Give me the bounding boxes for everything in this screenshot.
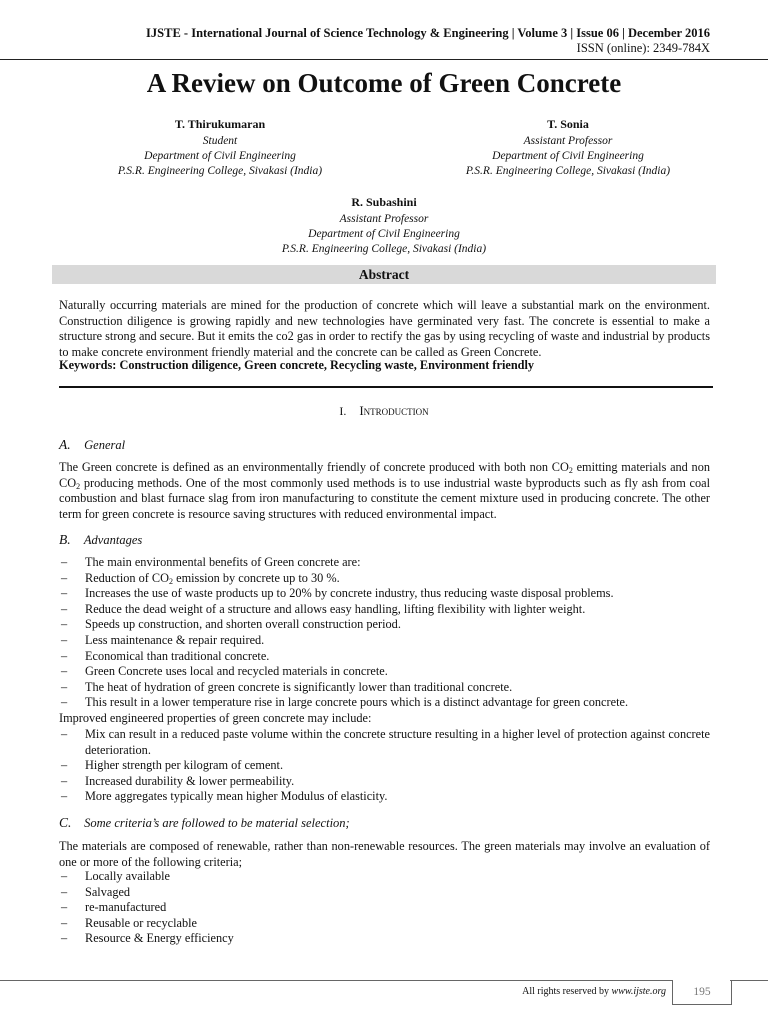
keywords: Keywords: Construction diligence, Green concrete, Recycling waste, Environment friendly (59, 358, 535, 372)
subsection-title: Advantages (83, 533, 143, 547)
text-run: emitting materials and non CO (59, 460, 710, 490)
dash-marker: – (61, 586, 68, 601)
section-divider (59, 386, 713, 388)
dash-marker: – (61, 679, 68, 694)
list-item (59, 869, 710, 885)
footer-rights (470, 986, 666, 997)
subsection-heading-advantages (59, 532, 142, 548)
subsection-heading-general (59, 437, 125, 453)
list-item (59, 664, 710, 680)
text-run: The Green concrete is defined as an environmentally friendly of concrete produced with both non CO (59, 460, 569, 474)
author-block (418, 117, 718, 179)
list-item (59, 727, 710, 758)
section-title: Introduction (359, 403, 429, 418)
dash-marker: – (61, 555, 68, 569)
author-department: Department of Civil Engineering (308, 228, 460, 240)
dash-marker: – (61, 773, 68, 788)
list-item-text: Green Concrete uses local and recycled materials in concrete. (85, 664, 388, 679)
text-run: emission by concrete up to 30 %. (173, 570, 340, 585)
author-role: Assistant Professor (339, 213, 429, 225)
list-item (59, 789, 710, 805)
list-item (59, 633, 710, 649)
improved-properties-lead: Improved engineered properties of green concrete may include: (59, 711, 372, 725)
author-role: Student (202, 135, 238, 147)
list-item (59, 931, 710, 947)
list-item-text: Salvaged (85, 884, 131, 899)
author-name: R. Subashini (351, 195, 417, 209)
subscript: 2 (169, 576, 174, 586)
page-number: 195 (672, 980, 732, 1005)
author-block (70, 117, 370, 179)
list-item-text: The heat of hydration of green concrete is significantly lower than traditional concrete. (85, 679, 513, 694)
text-run: Reduction of CO (85, 570, 170, 585)
list-item (59, 649, 710, 665)
subsection-letter: A. (59, 437, 71, 452)
dash-marker: – (61, 789, 68, 804)
dash-marker: – (61, 601, 68, 616)
subsection-letter: C. (59, 815, 72, 830)
text-run: producing methods. One of the most commonly used methods is to use industrial waste byproducts such as fly ash from coal combustion and blast furnace slag from iron manufacturing to constitute the cement mixture used in producing concrete. The other term for green concrete is resource saving structures with reduced environmental impact. (59, 475, 710, 521)
author-department: Department of Civil Engineering (144, 150, 296, 162)
section-heading (0, 403, 768, 419)
dash-marker: – (61, 664, 68, 679)
subsection-title: Some criteria’s are followed to be material selection; (84, 816, 350, 830)
list-item-text: Resource & Energy efficiency (85, 931, 234, 946)
improved-properties-list (59, 727, 710, 805)
list-item-text: Mix can result in a reduced paste volume within the concrete structure resulting in a higher level of protection against concrete deterioration. (85, 727, 710, 757)
list-item (59, 916, 710, 932)
list-item-text: Reduce the dead weight of a structure and allows easy handling, lifting flexibility with lighter weight. (85, 601, 586, 616)
rights-text: All rights reserved by (522, 986, 612, 997)
dash-marker: – (61, 727, 68, 741)
dash-marker: – (61, 648, 68, 663)
dash-marker: – (61, 632, 68, 647)
general-paragraph (59, 460, 710, 522)
journal-citation: IJSTE - International Journal of Science Technology & Engineering | Volume 3 | Issue 06 | December 2016 (146, 26, 710, 40)
header-divider (0, 59, 768, 60)
author-institution: P.S.R. Engineering College, Sivakasi (India) (281, 243, 487, 255)
abstract-heading: Abstract (52, 265, 716, 284)
list-item-text: The main environmental benefits of Green concrete are: (85, 555, 361, 569)
subsection-title: General (84, 438, 126, 452)
list-item (59, 774, 710, 790)
issn: ISSN (online): 2349-784X (576, 41, 710, 55)
subscript: 2 (568, 466, 573, 475)
author-block (234, 195, 534, 257)
list-item (59, 885, 710, 901)
dash-marker: – (61, 900, 68, 915)
section-number: I. (339, 404, 347, 418)
author-name: T. Sonia (547, 117, 589, 131)
subscript: 2 (76, 481, 81, 491)
footer-divider (0, 980, 672, 981)
subsection-letter: B. (59, 532, 71, 547)
criteria-list (59, 869, 710, 947)
list-item (59, 617, 710, 633)
abstract-body: Naturally occurring materials are mined for the production of concrete which will leave a substantial mark on the environment. Construction diligence is growing rapidly and new technologies have germinated very fast. The concrete is essential to make a structure strong and secure. But it emits the co2 gas in order to rectify the gas by using recycling of waste and industrial by products to make concrete environment friendly material and the concrete can be called as Green Concrete. (59, 298, 710, 359)
list-item-text: Reusable or recyclable (85, 915, 197, 930)
paper-title: A Review on Outcome of Green Concrete (146, 68, 622, 98)
list-item-text: Increased durability & lower permeability. (85, 773, 295, 788)
list-item-text: Increases the use of waste products up to 20% by concrete industry, thus reducing waste disposal problems. (85, 586, 614, 601)
list-item (59, 571, 710, 587)
dash-marker: – (61, 884, 68, 899)
author-department: Department of Civil Engineering (492, 150, 644, 162)
list-item-text: This result in a lower temperature rise in large concrete pours which is a distinct advantage for green concrete. (85, 695, 629, 710)
author-name: T. Thirukumaran (174, 117, 266, 131)
criteria-paragraph: The materials are composed of renewable, rather than non-renewable resources. The green materials may involve an evaluation of one or more of the following criteria; (59, 839, 710, 869)
list-item (59, 586, 710, 602)
list-item-text: Speeds up construction, and shorten overall construction period. (85, 617, 401, 632)
author-role: Assistant Professor (523, 135, 613, 147)
dash-marker: – (61, 758, 68, 773)
footer-divider-tail (730, 980, 768, 981)
list-item-text: More aggregates typically mean higher Modulus of elasticity. (85, 789, 388, 804)
subsection-heading-criteria (59, 815, 350, 831)
dash-marker: – (61, 931, 68, 946)
list-item-text: Economical than traditional concrete. (85, 648, 270, 663)
journal-url: www.ijste.org (611, 986, 666, 997)
dash-marker: – (61, 695, 68, 710)
list-item-text: Less maintenance & repair required. (85, 632, 265, 647)
author-institution: P.S.R. Engineering College, Sivakasi (India) (117, 165, 323, 177)
list-item (59, 602, 710, 618)
list-item (59, 680, 710, 696)
list-item (59, 900, 710, 916)
dash-marker: – (61, 869, 68, 883)
journal-header (146, 26, 710, 56)
list-item-text: Higher strength per kilogram of cement. (85, 758, 284, 773)
dash-marker: – (61, 570, 68, 585)
author-institution: P.S.R. Engineering College, Sivakasi (India) (465, 165, 671, 177)
list-item-text: re-manufactured (85, 900, 167, 915)
list-item-text: Locally available (85, 869, 171, 883)
dash-marker: – (61, 915, 68, 930)
list-item (59, 555, 710, 571)
advantages-list (59, 555, 710, 711)
dash-marker: – (61, 617, 68, 632)
list-item (59, 758, 710, 774)
list-item (59, 695, 710, 711)
